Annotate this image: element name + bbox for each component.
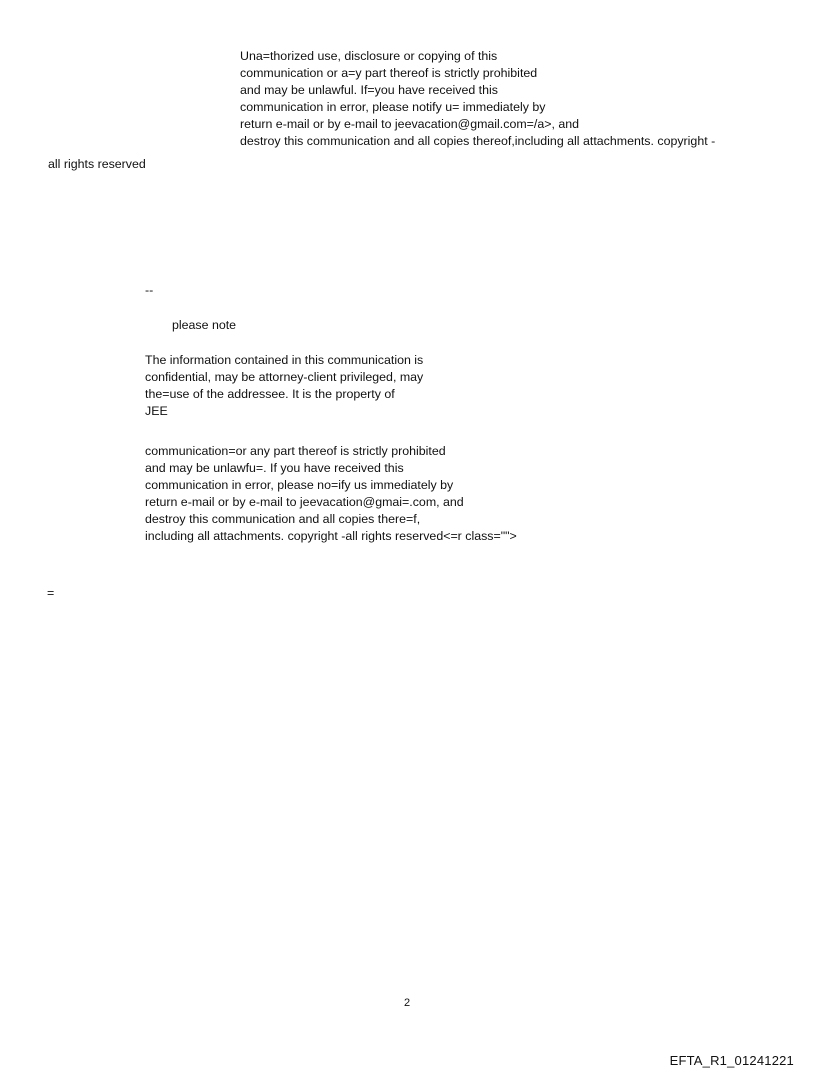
text-line: communication=or any part thereof is strictly prohibited (145, 444, 446, 458)
text-line: The information contained in this communication is (145, 353, 424, 367)
text-line: destroy this communication and all copies there=f, (145, 512, 421, 526)
text-line: communication in error, please notify u= immediately by (240, 100, 546, 114)
wrapped-text-line: all rights reserved (48, 157, 146, 171)
stray-equals: = (47, 586, 55, 600)
disclaimer-block-3 (145, 443, 517, 545)
separator: -- (145, 283, 154, 297)
text-line: communication in error, please no=ify us immediately by (145, 478, 454, 492)
text-line: destroy this communication and all copies thereof,including all attachments. copyright - (240, 134, 716, 148)
text-line: return e-mail or by e-mail to jeevacation@gmail.com=/a>, and (240, 117, 580, 131)
text-line: Una=thorized use, disclosure or copying of this (240, 49, 498, 63)
document-id: EFTA_R1_01241221 (669, 1053, 794, 1068)
page-number: 2 (404, 997, 411, 1009)
text-line: JEE (145, 404, 168, 418)
note-heading: please note (172, 318, 237, 332)
text-line: return e-mail or by e-mail to jeevacation@gmai=.com, and (145, 495, 464, 509)
text-line: the=use of the addressee. It is the property of (145, 387, 395, 401)
disclaimer-block-1 (240, 48, 715, 150)
text-line: and may be unlawful. If=you have received this (240, 83, 498, 97)
disclaimer-block-2 (145, 352, 423, 420)
text-line: including all attachments. copyright -all rights reserved<=r class=""> (145, 529, 517, 543)
text-line: confidential, may be attorney-client privileged, may (145, 370, 424, 384)
text-line: communication or a=y part thereof is strictly prohibited (240, 66, 538, 80)
text-line: and may be unlawfu=. If you have received this (145, 461, 404, 475)
